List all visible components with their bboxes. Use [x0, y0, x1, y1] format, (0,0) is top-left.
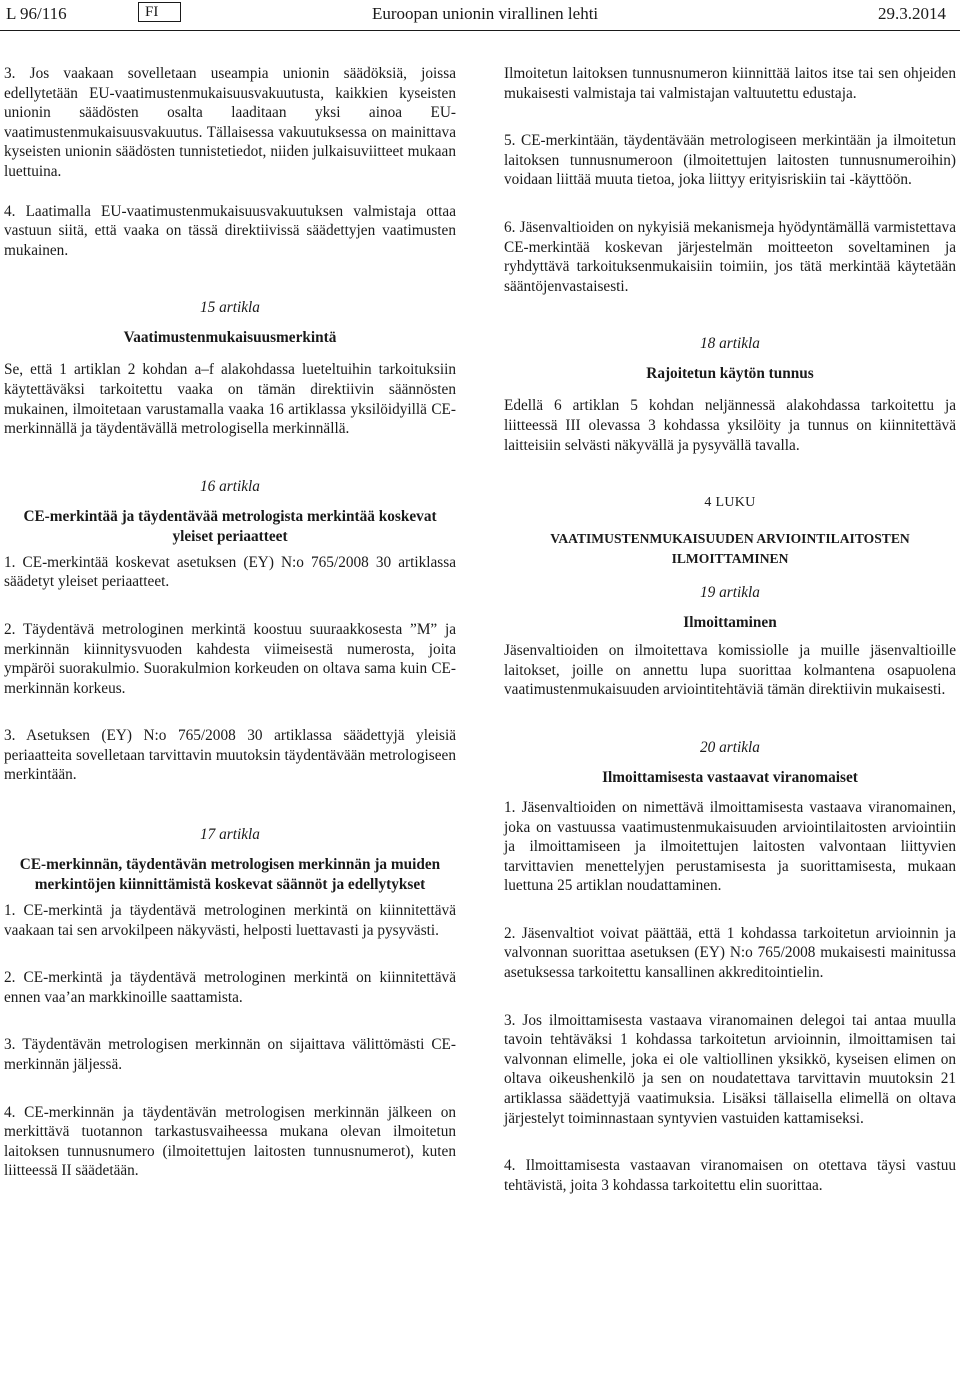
article-title: Rajoitetun käytön tunnus — [646, 365, 814, 383]
journal-title: Euroopan unionin virallinen lehti — [372, 4, 599, 23]
page-header — [0, 0, 960, 34]
header-rule — [0, 30, 960, 31]
paragraph: Edellä 6 artiklan 5 kohdan neljännessä alakohdassa tarkoitettu ja liitteessä III olevassa 3 kohdassa yksilöity ja tunnus on kiinnitettävä laitteisiin selvästi näkyvällä ja pysyvällä tavalla. — [504, 397, 956, 454]
article-title: CE-merkinnän, täydentävän metrologisen merkinnän ja muiden merkintöjen kiinnittämistä koskevat säännöt ja edellytykset — [19, 856, 441, 894]
right-column — [504, 64, 956, 1195]
paragraph: 3. Jos vaakaan sovelletaan useampia unionin säädöksiä, joissa edellytetään EU-vaatimustenmukaisuusvakuutusta, kaikkien kyseisten unionin säädösten osalta laaditaan yksi ainoa EU-vaatimustenmukaisuusvakuutus. Tällaisessa vakuutuksessa on mainittava kyseisten unionin säädösten tunnistetiedot, niiden julkaisuviitteet mukaan luettuina. — [4, 65, 456, 180]
paragraph: 2. CE-merkintä ja täydentävä metrologinen merkintä on kiinnitettävä ennen vaa’an markkinoille saattamista. — [4, 969, 456, 1006]
paragraph: Jäsenvaltioiden on ilmoitettava komissiolle ja muille jäsenvaltioille laitokset, joille on annettu lupa suorittaa kolmantena osapuolena vaatimustenmukaisuuden arviointitehtäviä tämän direktiivin mukaisesti. — [504, 642, 956, 699]
paragraph: 6. Jäsenvaltioiden on nykyisiä mekanismeja hyödyntämällä varmistettava CE-merkintää koskevan järjestelmän moitteeton soveltaminen ja ryhdyttävä tarkoituksenmukaisiin toimiin, jos tätä merkintää käytetään sääntöjenvastaisesti. — [504, 218, 956, 295]
paragraph: 4. CE-merkinnän ja täydentävän metrologisen merkinnän jälkeen on merkittävä tuotannon tarkastusvaiheessa mukana olevan ilmoitetun laitoksen tunnusnumero (ilmoitettujen laitosten tunnusnumerot), kuten liitteessä II säädetään. — [4, 1103, 456, 1180]
paragraph: Ilmoitetun laitoksen tunnusnumeron kiinnittää laitos itse tai sen ohjeiden mukaisesti valmistaja tai valmistajan valtuutettu edustaja. — [504, 65, 956, 102]
paragraph: 1. CE-merkintää koskevat asetuksen (EY) N:o 765/2008 30 artiklassa säädetyt yleiset periaatteet. — [4, 553, 456, 591]
paragraph: 2. Täydentävä metrologinen merkintä koostuu suuraakkosesta ”M” ja merkinnän kiinnitysvuoden kahdesta viimeisestä numerosta, joita ympäröi suorakulmio. Suorakulmion korkeuden on oltava sama kuin CE-merkinnän korkeus. — [4, 620, 456, 697]
language-badge: FI — [138, 2, 181, 22]
paragraph: 1. CE-merkintä ja täydentävä metrologinen merkintä on kiinnitettävä vaakaan tai sen arvokilpeen näkyvästi, helposti luettavasti ja pysyvästi. — [4, 902, 456, 939]
article-title: Ilmoittamisesta vastaavat viranomaiset — [602, 768, 858, 786]
paragraph: 1. Jäsenvaltioiden on nimettävä ilmoittamisesta vastaava viranomainen, joka on vastuussa vaatimustenmukaisuuden arviointilaitosten arviointiin ja ilmoittamiseen ja ilmoitettujen laitosten valvontaan liittyvien tarvittavien menettelyjen perustamisesta ja suorittamisesta, mukaan luettuna 25 artiklan noudattaminen. — [504, 798, 956, 895]
paragraph: 3. Jos ilmoittamisesta vastaava viranomainen delegoi tai antaa muulla tavoin tehtäväksi 1 kohdassa tarkoitetun arvioinnin, ilmoittamisen tai valvonnan elimelle, joka ei ole valtiollinen yksikkö, kyseisen elimen on oltava oikeushenkilö ja sen on noudatettava tarvittavin muutoksin 21 artiklassa säädettyjä vaatimuksia. Lisäksi tällaisella elimellä on oltava järjestelyt toiminnastaan syntyvien vastuiden kattamiseksi. — [504, 1011, 956, 1127]
article-title: Vaatimustenmukaisuusmerkintä — [123, 329, 337, 347]
article-number: 20 artikla — [700, 738, 760, 756]
article-number: 18 artikla — [700, 335, 760, 353]
paragraph: Se, että 1 artiklan 2 kohdan a–f alakohdassa lueteltuihin tarkoituksiin käytettäväksi tarkoitettu vaaka on tämän direktiivin säännösten mukainen, ilmoitetaan varustamalla vaaka 16 artiklassa yksilöidyillä CE-merkinnällä ja täydentävällä metrologisella merkinnällä. — [4, 361, 456, 438]
paragraph: 4. Laatimalla EU-vaatimustenmukaisuusvakuutuksen valmistaja ottaa vastuun siitä, että vaaka on tässä direktiivissä säädettyjen vaatimusten mukainen. — [4, 202, 456, 259]
article-number: 15 artikla — [200, 299, 260, 317]
page-number: L 96/116 — [6, 4, 67, 23]
left-column — [4, 64, 456, 1181]
paragraph: 4. Ilmoittamisesta vastaavan viranomaisen on otettava täysi vastuu tehtävistä, joita 3 kohdassa tarkoitettu elin suorittaa. — [504, 1157, 956, 1194]
article-number: 19 artikla — [700, 584, 760, 602]
article-number: 16 artikla — [200, 477, 260, 495]
paragraph: 2. Jäsenvaltiot voivat päättää, että 1 kohdassa tarkoitetun arvioinnin ja valvonnan suorittaa asetuksen (EY) N:o 765/2008 mukaisesti mainitussa asetuksessa tarkoitettu kansallinen akkreditointielin. — [504, 924, 956, 982]
article-number: 17 artikla — [200, 826, 260, 844]
paragraph: 3. Asetuksen (EY) N:o 765/2008 30 artiklassa säädettyjä yleisiä periaatteita sovelletaan tarvittavin muutoksin täydentävään metrologiseen merkintään. — [4, 727, 456, 784]
article-title: Ilmoittaminen — [683, 614, 777, 632]
chapter-title: VAATIMUSTENMUKAISUUDEN ARVIOINTILAITOSTEN ILMOITTAMINEN — [550, 531, 910, 567]
paragraph: 3. Täydentävän metrologisen merkinnän on sijaittava välittömästi CE-merkinnän jäljessä. — [4, 1036, 456, 1074]
publication-date: 29.3.2014 — [878, 4, 946, 23]
article-title: CE-merkintää ja täydentävää metrologista merkintää koskevat yleiset periaatteet — [23, 507, 437, 545]
paragraph: 5. CE-merkintään, täydentävään metrologiseen merkintään ja ilmoitetun laitoksen tunnusnumeroon (ilmoitettujen laitosten tunnusnumeroihin) voidaan liittää muuta tietoa, joka liittyy erityisriskiin tai -käyttöön. — [504, 132, 956, 189]
chapter-number: 4 LUKU — [704, 495, 756, 511]
